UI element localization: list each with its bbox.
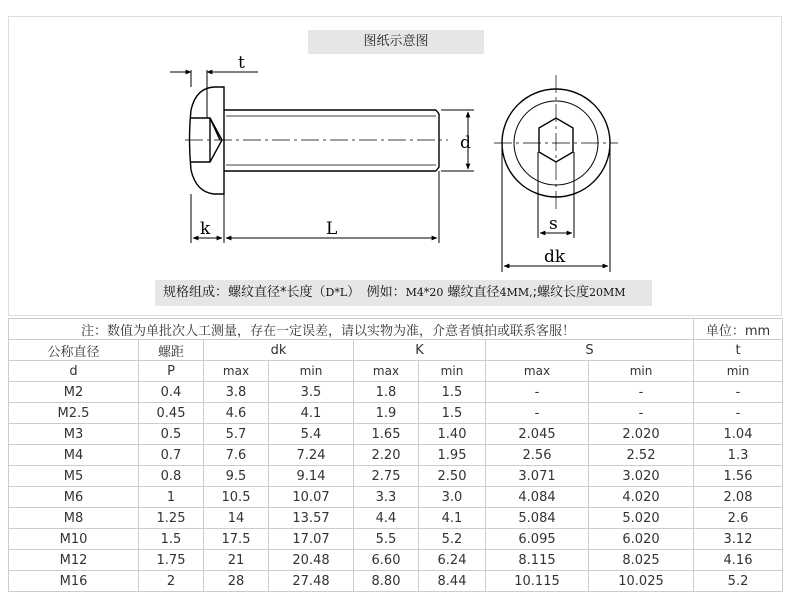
table-cell: 7.6 bbox=[204, 445, 269, 466]
table-cell: 3.12 bbox=[694, 529, 783, 550]
table-cell: 1.75 bbox=[139, 550, 204, 571]
table-cell: 0.4 bbox=[139, 382, 204, 403]
spec-text: D*L bbox=[325, 286, 348, 299]
table-cell: 5.4 bbox=[269, 424, 354, 445]
table-cell: 1.04 bbox=[694, 424, 783, 445]
table-cell: - bbox=[486, 403, 589, 424]
spec-text: ;螺纹长度 bbox=[532, 285, 589, 300]
header-cell: 公称直径 bbox=[9, 340, 139, 361]
table-cell: 8.44 bbox=[419, 571, 486, 592]
subheader-cell: P bbox=[139, 361, 204, 382]
table-cell: 0.7 bbox=[139, 445, 204, 466]
table-cell: 3.8 bbox=[204, 382, 269, 403]
table-cell: 4.6 bbox=[204, 403, 269, 424]
note-row bbox=[9, 319, 783, 340]
table-cell: 4.020 bbox=[589, 487, 694, 508]
table-cell: 6.60 bbox=[354, 550, 419, 571]
table-cell: 1.3 bbox=[694, 445, 783, 466]
subheader-cell: min bbox=[694, 361, 783, 382]
table-cell: 3.5 bbox=[269, 382, 354, 403]
table-row bbox=[9, 466, 783, 487]
spec-description bbox=[155, 280, 652, 306]
table-row bbox=[9, 403, 783, 424]
table-cell: 9.5 bbox=[204, 466, 269, 487]
header-cell: 螺距 bbox=[139, 340, 204, 361]
table-row bbox=[9, 550, 783, 571]
subheader-cell: max bbox=[354, 361, 419, 382]
table-row bbox=[9, 445, 783, 466]
table-cell: 17.07 bbox=[269, 529, 354, 550]
table-cell: - bbox=[486, 382, 589, 403]
table-cell: 7.24 bbox=[269, 445, 354, 466]
spec-text: ） 例如： bbox=[347, 285, 406, 300]
table-cell: 0.8 bbox=[139, 466, 204, 487]
table-cell: - bbox=[589, 403, 694, 424]
label-dk: dk bbox=[544, 247, 566, 267]
table-cell: 4.16 bbox=[694, 550, 783, 571]
table-cell: 1.5 bbox=[139, 529, 204, 550]
unit-label: 单位：mm bbox=[694, 319, 783, 340]
table-cell: M16 bbox=[9, 571, 139, 592]
table-cell: 0.5 bbox=[139, 424, 204, 445]
table-cell: 1.95 bbox=[419, 445, 486, 466]
table-cell: 10.07 bbox=[269, 487, 354, 508]
table-cell: M5 bbox=[9, 466, 139, 487]
side-view bbox=[170, 70, 474, 243]
table-cell: 2.6 bbox=[694, 508, 783, 529]
table-cell: 3.071 bbox=[486, 466, 589, 487]
subheader-cell: min bbox=[269, 361, 354, 382]
table-cell: 5.2 bbox=[694, 571, 783, 592]
table-cell: M10 bbox=[9, 529, 139, 550]
table-row bbox=[9, 529, 783, 550]
table-cell: 21 bbox=[204, 550, 269, 571]
spec-text: 规格组成：螺纹直径*长度（ bbox=[163, 285, 326, 300]
table-cell: 9.14 bbox=[269, 466, 354, 487]
table-cell: 5.084 bbox=[486, 508, 589, 529]
table-cell: 1 bbox=[139, 487, 204, 508]
table-cell: M4 bbox=[9, 445, 139, 466]
table-cell: 8.115 bbox=[486, 550, 589, 571]
label-L: L bbox=[326, 219, 338, 239]
table-cell: 1.9 bbox=[354, 403, 419, 424]
table-cell: 4.1 bbox=[419, 508, 486, 529]
table-row bbox=[9, 508, 783, 529]
subheader-cell: max bbox=[486, 361, 589, 382]
spec-text: 20MM bbox=[588, 286, 626, 299]
table-cell: 1.8 bbox=[354, 382, 419, 403]
drawing-title: 图纸示意图 bbox=[308, 30, 484, 54]
table-cell: 1.25 bbox=[139, 508, 204, 529]
table-cell: 3.3 bbox=[354, 487, 419, 508]
table-cell: M8 bbox=[9, 508, 139, 529]
header-cell: S bbox=[486, 340, 694, 361]
table-cell: 1.65 bbox=[354, 424, 419, 445]
subheader-cell: min bbox=[419, 361, 486, 382]
table-cell: 10.5 bbox=[204, 487, 269, 508]
table-cell: 5.7 bbox=[204, 424, 269, 445]
subheader-cell: max bbox=[204, 361, 269, 382]
header-cell: t bbox=[694, 340, 783, 361]
table-row bbox=[9, 487, 783, 508]
table-cell: 2.045 bbox=[486, 424, 589, 445]
table-cell: 5.2 bbox=[419, 529, 486, 550]
table-cell: 10.115 bbox=[486, 571, 589, 592]
table-cell: 6.24 bbox=[419, 550, 486, 571]
table-cell: 8.025 bbox=[589, 550, 694, 571]
table-row bbox=[9, 571, 783, 592]
table-cell: - bbox=[694, 382, 783, 403]
subheader-cell: d bbox=[9, 361, 139, 382]
table-cell: 2.020 bbox=[589, 424, 694, 445]
table-cell: - bbox=[694, 403, 783, 424]
table-cell: 20.48 bbox=[269, 550, 354, 571]
subheader-cell: min bbox=[589, 361, 694, 382]
label-s: s bbox=[549, 214, 558, 234]
table-cell: 1.5 bbox=[419, 403, 486, 424]
table-row bbox=[9, 424, 783, 445]
header-cell: K bbox=[354, 340, 486, 361]
table-cell: 17.5 bbox=[204, 529, 269, 550]
table-cell: - bbox=[589, 382, 694, 403]
table-cell: 2.20 bbox=[354, 445, 419, 466]
table-cell: 6.020 bbox=[589, 529, 694, 550]
table-cell: 3.020 bbox=[589, 466, 694, 487]
spec-text: M4*20 bbox=[405, 286, 444, 299]
table-cell: 3.0 bbox=[419, 487, 486, 508]
table-cell: 0.45 bbox=[139, 403, 204, 424]
table-cell: 5.5 bbox=[354, 529, 419, 550]
table-cell: 27.48 bbox=[269, 571, 354, 592]
label-k: k bbox=[200, 219, 211, 239]
table-cell: 1.5 bbox=[419, 382, 486, 403]
table-cell: M3 bbox=[9, 424, 139, 445]
table-cell: 13.57 bbox=[269, 508, 354, 529]
table-cell: M2 bbox=[9, 382, 139, 403]
header-cell: dk bbox=[204, 340, 354, 361]
subheader-row bbox=[9, 361, 783, 382]
table-cell: 2.50 bbox=[419, 466, 486, 487]
table-cell: M12 bbox=[9, 550, 139, 571]
label-d: d bbox=[460, 133, 471, 153]
spec-text: 4MM, bbox=[499, 286, 533, 299]
table-cell: 14 bbox=[204, 508, 269, 529]
table-row bbox=[9, 382, 783, 403]
table-cell: 2 bbox=[139, 571, 204, 592]
end-view bbox=[494, 75, 618, 272]
table-cell: 2.08 bbox=[694, 487, 783, 508]
table-cell: 2.75 bbox=[354, 466, 419, 487]
table-cell: M2.5 bbox=[9, 403, 139, 424]
table-cell: 2.56 bbox=[486, 445, 589, 466]
table-cell: 28 bbox=[204, 571, 269, 592]
table-cell: 6.095 bbox=[486, 529, 589, 550]
table-cell: 1.56 bbox=[694, 466, 783, 487]
header-row bbox=[9, 340, 783, 361]
table-cell: 4.4 bbox=[354, 508, 419, 529]
table-cell: 2.52 bbox=[589, 445, 694, 466]
table-cell: M6 bbox=[9, 487, 139, 508]
table-cell: 10.025 bbox=[589, 571, 694, 592]
table-cell: 8.80 bbox=[354, 571, 419, 592]
table-cell: 5.020 bbox=[589, 508, 694, 529]
label-t: t bbox=[238, 53, 245, 73]
table-cell: 4.1 bbox=[269, 403, 354, 424]
table-cell: 1.40 bbox=[419, 424, 486, 445]
spec-text: 螺纹直径 bbox=[443, 285, 500, 300]
table-cell: 4.084 bbox=[486, 487, 589, 508]
measurement-note: 注：数值为单批次人工测量，存在一定误差，请以实物为准，介意者慎拍或联系客服！ bbox=[9, 319, 694, 340]
size-table bbox=[8, 318, 783, 592]
